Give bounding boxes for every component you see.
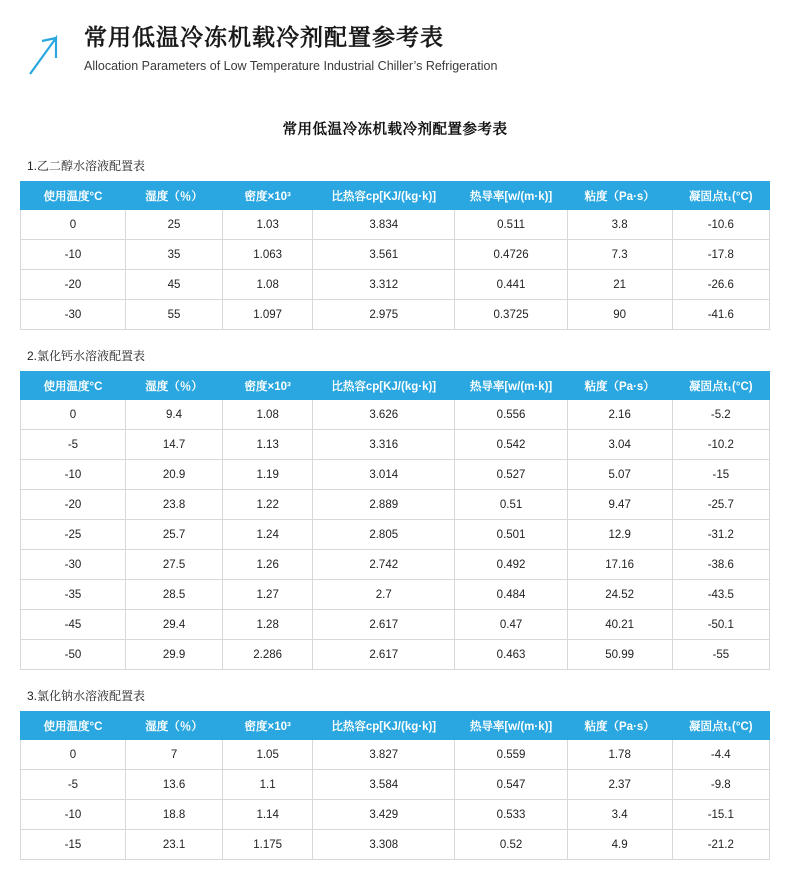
table-cell: 29.9: [125, 640, 222, 670]
table-cell: 7.3: [567, 240, 672, 270]
column-header: 湿度（％）: [125, 372, 222, 400]
table-cell: -41.6: [672, 300, 769, 330]
table-cell: 7: [125, 740, 222, 770]
table-cell: 25.7: [125, 520, 222, 550]
table-cell: -55: [672, 640, 769, 670]
table-cell: 1.24: [223, 520, 313, 550]
table-cell: -15: [672, 460, 769, 490]
table-cell: 0.484: [455, 580, 567, 610]
table-cell: 2.617: [313, 610, 455, 640]
column-header: 凝固点t₁(°C): [672, 372, 769, 400]
table-cell: 3.561: [313, 240, 455, 270]
table-header-row: [21, 182, 770, 210]
column-header: 凝固点t₁(°C): [672, 182, 769, 210]
table-row: [21, 430, 770, 460]
table-cell: 2.742: [313, 550, 455, 580]
table-cell: -5: [21, 770, 126, 800]
table-cell: 0: [21, 740, 126, 770]
table-cell: -5: [21, 430, 126, 460]
table-row: [21, 460, 770, 490]
table-header-row: [21, 372, 770, 400]
column-header: 比热容cp[KJ/(kg·k)]: [313, 712, 455, 740]
column-header: 比热容cp[KJ/(kg·k)]: [313, 372, 455, 400]
table-cell: 25: [125, 210, 222, 240]
table-cell: 1.78: [567, 740, 672, 770]
table-cell: 2.975: [313, 300, 455, 330]
table-row: [21, 610, 770, 640]
header-titles: [84, 22, 497, 77]
table-cell: 1.28: [223, 610, 313, 640]
column-header: 粘度（Pa·s）: [567, 182, 672, 210]
data-table: [20, 371, 770, 670]
table-cell: 1.063: [223, 240, 313, 270]
table-cell: 17.16: [567, 550, 672, 580]
table-cell: 50.99: [567, 640, 672, 670]
table-cell: -25.7: [672, 490, 769, 520]
table-cell: -43.5: [672, 580, 769, 610]
table-section: [20, 157, 770, 330]
table-row: [21, 400, 770, 430]
column-header: 凝固点t₁(°C): [672, 712, 769, 740]
table-cell: 2.805: [313, 520, 455, 550]
table-cell: -35: [21, 580, 126, 610]
table-cell: 20.9: [125, 460, 222, 490]
table-cell: 1.175: [223, 830, 313, 860]
table-cell: 1.14: [223, 800, 313, 830]
column-header: 湿度（％）: [125, 712, 222, 740]
table-cell: 28.5: [125, 580, 222, 610]
page-header: [0, 0, 790, 82]
table-cell: 3.04: [567, 430, 672, 460]
table-cell: 3.312: [313, 270, 455, 300]
table-cell: -25: [21, 520, 126, 550]
table-cell: -38.6: [672, 550, 769, 580]
table-cell: -10: [21, 800, 126, 830]
table-cell: 1.03: [223, 210, 313, 240]
header-title-en: Allocation Parameters of Low Temperature Industrial Chiller’s Refrigeration: [84, 59, 498, 73]
column-header: 热导率[w/(m·k)]: [455, 182, 567, 210]
table-cell: 0.47: [455, 610, 567, 640]
table-cell: 0.547: [455, 770, 567, 800]
table-cell: 12.9: [567, 520, 672, 550]
table-cell: 45: [125, 270, 222, 300]
table-cell: -10: [21, 240, 126, 270]
table-row: [21, 800, 770, 830]
table-cell: 3.429: [313, 800, 455, 830]
table-cell: 1.19: [223, 460, 313, 490]
table-cell: 0.51: [455, 490, 567, 520]
table-cell: 40.21: [567, 610, 672, 640]
table-row: [21, 210, 770, 240]
table-cell: 0.542: [455, 430, 567, 460]
table-cell: 3.584: [313, 770, 455, 800]
section-title: 3.氯化钠水溶液配置表: [27, 689, 146, 703]
table-cell: 90: [567, 300, 672, 330]
table-cell: 1.08: [223, 400, 313, 430]
table-cell: 3.626: [313, 400, 455, 430]
table-row: [21, 240, 770, 270]
table-cell: 2.889: [313, 490, 455, 520]
table-cell: 1.22: [223, 490, 313, 520]
table-cell: 0: [21, 210, 126, 240]
table-cell: 0.533: [455, 800, 567, 830]
table-cell: 18.8: [125, 800, 222, 830]
column-header: 湿度（％）: [125, 182, 222, 210]
table-cell: -4.4: [672, 740, 769, 770]
table-cell: 3.316: [313, 430, 455, 460]
section-title: 2.氯化钙水溶液配置表: [27, 349, 146, 363]
column-header: 密度×10³: [223, 712, 313, 740]
section-title: 1.乙二醇水溶液配置表: [27, 159, 146, 173]
table-cell: -45: [21, 610, 126, 640]
table-cell: 0.3725: [455, 300, 567, 330]
table-cell: 0: [21, 400, 126, 430]
table-cell: -5.2: [672, 400, 769, 430]
table-cell: 2.7: [313, 580, 455, 610]
table-cell: -17.8: [672, 240, 769, 270]
column-header: 粘度（Pa·s）: [567, 712, 672, 740]
data-table: [20, 181, 770, 330]
table-row: [21, 580, 770, 610]
table-cell: -15.1: [672, 800, 769, 830]
table-cell: 0.4726: [455, 240, 567, 270]
table-cell: 9.4: [125, 400, 222, 430]
table-cell: 5.07: [567, 460, 672, 490]
table-cell: -31.2: [672, 520, 769, 550]
table-cell: 3.014: [313, 460, 455, 490]
table-cell: 2.37: [567, 770, 672, 800]
table-cell: 24.52: [567, 580, 672, 610]
table-row: [21, 550, 770, 580]
document-body: [0, 118, 790, 860]
table-cell: -10.6: [672, 210, 769, 240]
table-cell: 0.559: [455, 740, 567, 770]
table-row: [21, 300, 770, 330]
table-cell: 3.4: [567, 800, 672, 830]
table-cell: 2.16: [567, 400, 672, 430]
table-cell: 0.463: [455, 640, 567, 670]
page-title: 常用低温冷冻机载冷剂配置参考表: [282, 122, 508, 138]
table-cell: 1.097: [223, 300, 313, 330]
table-cell: 23.8: [125, 490, 222, 520]
table-cell: 2.286: [223, 640, 313, 670]
table-cell: 0.511: [455, 210, 567, 240]
table-cell: -9.8: [672, 770, 769, 800]
column-header: 密度×10³: [223, 182, 313, 210]
table-cell: 21: [567, 270, 672, 300]
column-header: 比热容cp[KJ/(kg·k)]: [313, 182, 455, 210]
table-cell: 55: [125, 300, 222, 330]
arrow-swoosh-icon: [26, 28, 80, 82]
table-cell: 1.08: [223, 270, 313, 300]
column-header: 密度×10³: [223, 372, 313, 400]
table-cell: -21.2: [672, 830, 769, 860]
table-cell: 27.5: [125, 550, 222, 580]
table-cell: 35: [125, 240, 222, 270]
table-cell: -26.6: [672, 270, 769, 300]
table-cell: 3.8: [567, 210, 672, 240]
table-cell: 0.501: [455, 520, 567, 550]
data-table: [20, 711, 770, 860]
column-header: 使用温度°C: [21, 182, 126, 210]
table-cell: -30: [21, 550, 126, 580]
table-cell: 1.05: [223, 740, 313, 770]
table-cell: -20: [21, 490, 126, 520]
table-cell: -50: [21, 640, 126, 670]
column-header: 使用温度°C: [21, 372, 126, 400]
table-cell: 0.441: [455, 270, 567, 300]
table-cell: 1.27: [223, 580, 313, 610]
table-cell: 14.7: [125, 430, 222, 460]
table-cell: 23.1: [125, 830, 222, 860]
table-cell: 9.47: [567, 490, 672, 520]
column-header: 热导率[w/(m·k)]: [455, 712, 567, 740]
table-cell: 0.556: [455, 400, 567, 430]
table-section: [20, 347, 770, 670]
table-cell: -10.2: [672, 430, 769, 460]
sections-container: [20, 157, 770, 860]
table-cell: 3.308: [313, 830, 455, 860]
table-section: [20, 687, 770, 860]
table-row: [21, 830, 770, 860]
table-cell: 29.4: [125, 610, 222, 640]
column-header: 热导率[w/(m·k)]: [455, 372, 567, 400]
column-header: 粘度（Pa·s）: [567, 372, 672, 400]
table-cell: 1.1: [223, 770, 313, 800]
table-cell: 0.527: [455, 460, 567, 490]
table-row: [21, 270, 770, 300]
table-cell: -10: [21, 460, 126, 490]
table-cell: 13.6: [125, 770, 222, 800]
table-row: [21, 770, 770, 800]
table-cell: 0.52: [455, 830, 567, 860]
table-cell: 4.9: [567, 830, 672, 860]
table-cell: 1.13: [223, 430, 313, 460]
table-cell: -20: [21, 270, 126, 300]
table-cell: 0.492: [455, 550, 567, 580]
table-cell: -50.1: [672, 610, 769, 640]
table-row: [21, 740, 770, 770]
table-cell: 3.834: [313, 210, 455, 240]
table-row: [21, 640, 770, 670]
table-cell: 2.617: [313, 640, 455, 670]
table-cell: 1.26: [223, 550, 313, 580]
header-title-cn: 常用低温冷冻机载冷剂配置参考表: [84, 24, 444, 50]
table-cell: -15: [21, 830, 126, 860]
table-row: [21, 490, 770, 520]
column-header: 使用温度°C: [21, 712, 126, 740]
table-cell: -30: [21, 300, 126, 330]
table-header-row: [21, 712, 770, 740]
table-row: [21, 520, 770, 550]
table-cell: 3.827: [313, 740, 455, 770]
